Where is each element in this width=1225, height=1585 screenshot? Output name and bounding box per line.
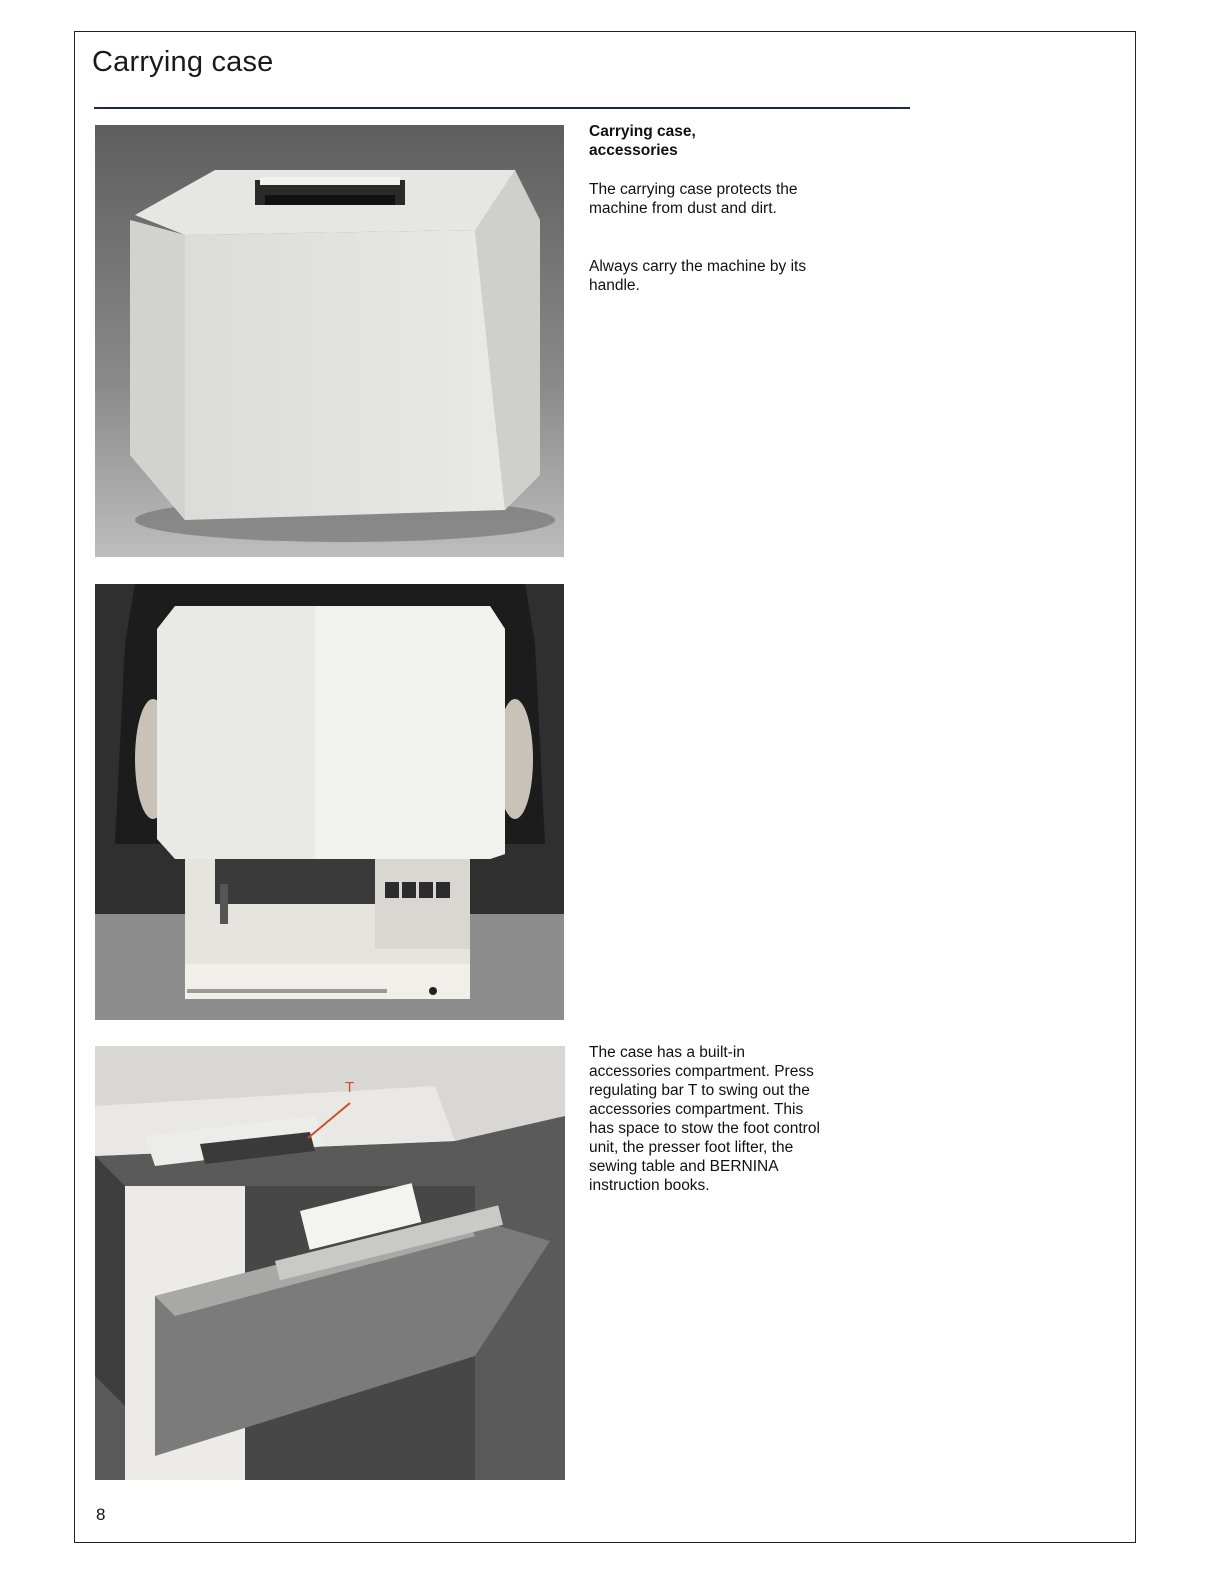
page-number: 8: [96, 1505, 106, 1524]
photo-accessories-compartment: [95, 1046, 565, 1480]
photo-closed-case: [95, 125, 564, 557]
page-title: Carrying case: [92, 46, 274, 78]
paragraph-compartment: The case has a built-in accessories compartment. Press regulating bar T to swing out the accessories compartment. This has space to stow the foot control unit, the presser foot lifter, the sewing table and BERNINA instruction books.: [589, 1044, 820, 1194]
paragraph-carry-handle: Always carry the machine by its handle.: [589, 258, 807, 294]
section-heading-line2: accessories: [589, 142, 678, 159]
section-heading: [589, 122, 824, 160]
photo-lifting-case: [95, 584, 564, 1020]
title-rule: [94, 107, 910, 109]
section-heading-line1: Carrying case,: [589, 123, 696, 140]
label-t: T: [345, 1079, 355, 1096]
paragraph-protects: The carrying case protects the machine from dust and dirt.: [589, 181, 798, 217]
